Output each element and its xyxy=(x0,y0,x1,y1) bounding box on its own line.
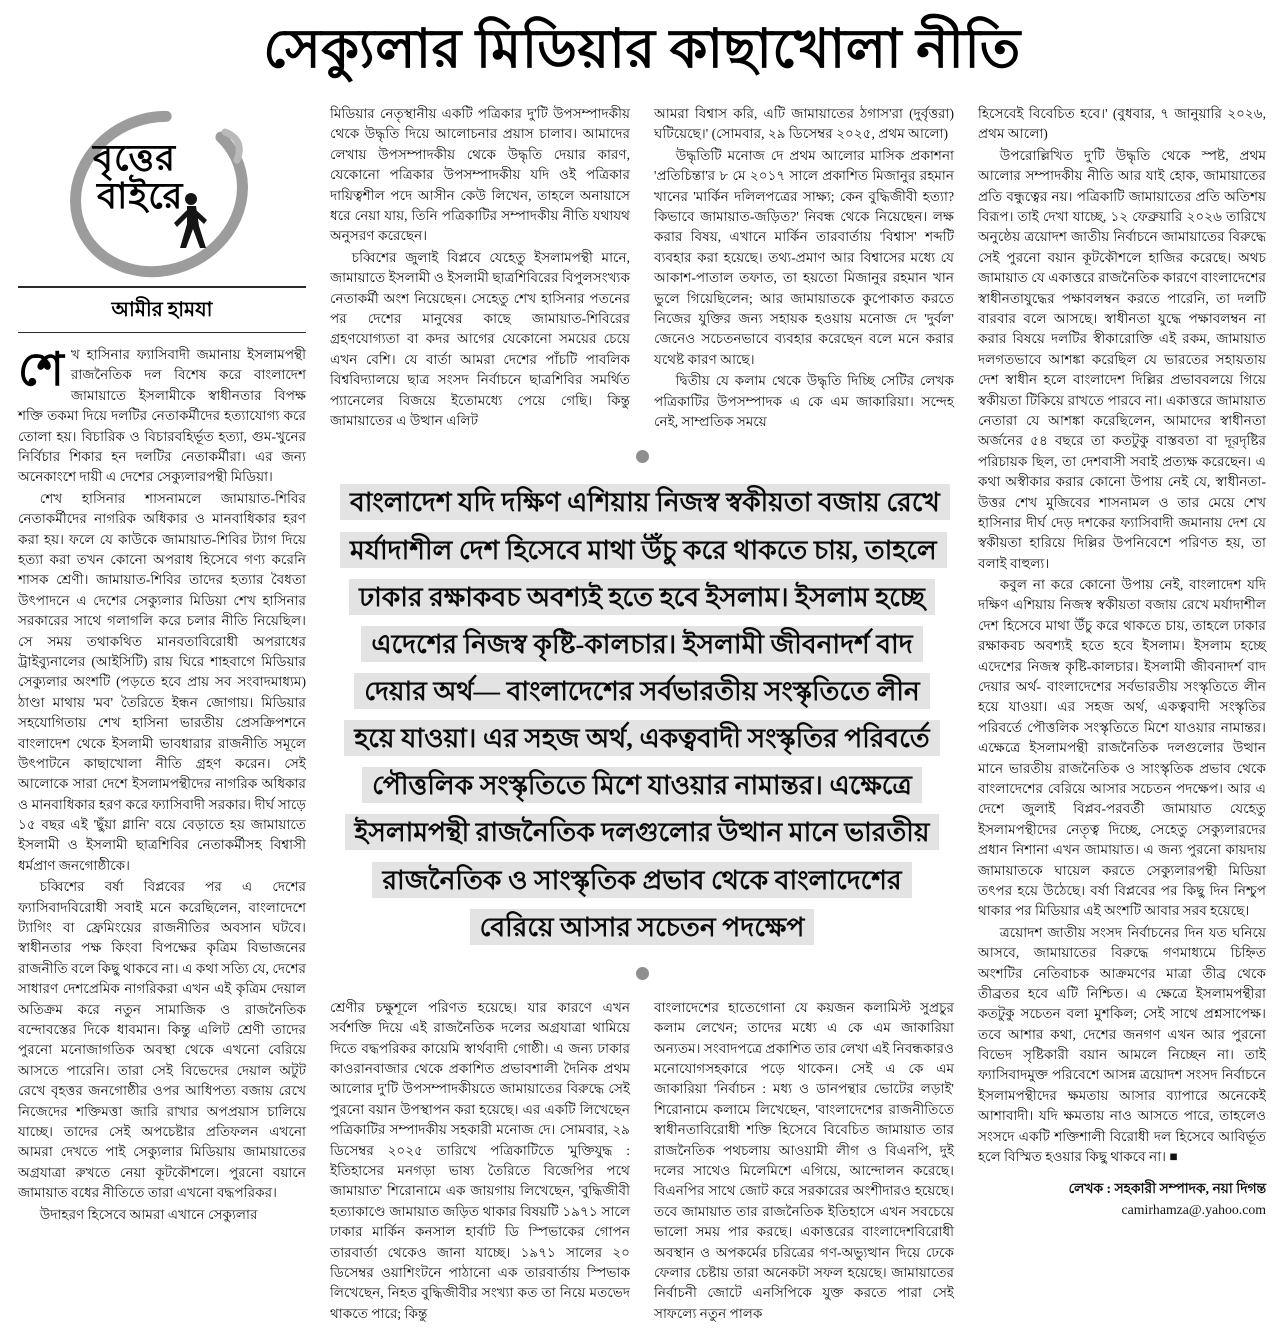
pull-quote xyxy=(334,475,950,955)
paragraph: চব্বিশের জুলাই বিপ্লবে যেহেতু ইসলামপন্থী মানে, জামায়াতে ইসলামী ও ইসলামী ছাত্রশিবিরের বিপুলসংখ্যক নেতাকর্মী অংশ নিয়েছেন। সেহেতু শেখ হাসিনার পতনের পর দেশের মানুষের কাছে জামায়াত-শিবিরের গ্রহণযোগ্যতা বা কদর আগের যেকোনো সময়ের চেয়ে এখন বেশি। যে বার্তা আমরা দেশের পাঁচটি পাবলিক বিশ্ববিদ্যালয়ে ছাত্র সংসদ নির্বাচনে ছাত্রশিবির সমর্থিত প্যানেলের বিজয়ে ইতোমধ্যে পেয়ে গেছি। কিন্তু জামায়াতের এ উত্থান এলিট xyxy=(330,249,630,428)
column-3-bottom xyxy=(654,998,954,1324)
paragraph: উদাহরণ হিসেবে আমরা এখানে সেক্যুলার xyxy=(39,1206,258,1222)
pull-quote-text: বাংলাদেশ যদি দক্ষিণ এশিয়ায় নিজস্ব স্বকীয়তা বজায় রেখে মর্যাদাশীল দেশ হিসেবে মাথা উঁচু করে থাকতে চায়, তাহলে ঢাকার রক্ষাকবচ অবশ্যই হতে হবে ইসলাম। ইসলাম হচ্ছে এদেশের নিজস্ব কৃষ্টি-কালচার। ইসলামী জীবনাদর্শ বাদ দেয়ার অর্থ— বাংলাদেশের সর্বভারতীয় সংস্কৃতিতে লীন হয়ে যাওয়া। এর সহজ অর্থ, একত্ববাদী সংস্কৃতির পরিবর্তে পৌত্তলিক সংস্কৃতিতে মিশে যাওয়ার নামান্তর। এক্ষেত্রে ইসলামপন্থী রাজনৈতিক দলগুলোর উত্থান মানে ভারতীয় রাজনৈতিক ও সাংস্কৃতিক প্রভাব থেকে বাংলাদেশের বেরিয়ে আসার সচেতন পদক্ষেপ xyxy=(340,484,950,944)
paragraph-text: খ হাসিনার ফ্যাসিবাদী জমানায় ইসলামপন্থী রাজনৈতিক দল বিশেষ করে বাংলাদেশ জামায়াতে ইসলামীকে স্বাধীনতার বিপক্ষ শক্তি তকমা দিয়ে দলটির নেতাকর্মীদের হত্যাযোগ্য করে তোলা হয়। বিচারিক ও বিচারবহির্ভূত হত্যা, গুম-খুনের নির্বিচার শিকার হন দলটির নেতাকর্মীরা। এর জন্য অনেকাংশে দায়ী এ দেশের সেক্যুলারপন্থী মিডিয়া। xyxy=(18,347,306,485)
paragraph: হিসেবেই বিবেচিত হবে।' (বুধবার, ৭ জানুয়ারি ২০২৬, প্রথম আলো) xyxy=(978,106,1266,142)
column-1 xyxy=(18,104,306,1225)
author-credit xyxy=(978,1179,1266,1220)
column-4 xyxy=(978,104,1266,1221)
column-2-top xyxy=(330,104,630,432)
column-3-top xyxy=(654,104,954,432)
logo-title-line1: বৃত্তের xyxy=(93,138,177,179)
article-body xyxy=(18,104,1266,1324)
author-email: camirhamza@.yahoo.com xyxy=(1121,1202,1266,1218)
paragraph: মিডিয়ার নেতৃস্থানীয় একটি পত্রিকার দু'টি উপসম্পাদকীয় থেকে উদ্ধৃতি দিয়ে আলোচনার প্রয়াস চালাব। আমাদের লেখায় উপসম্পাদকীয় থেকে উদ্ধৃতি দেয়ার কারণ, যেকোনো পত্রিকার উপসম্পাদকীয় যদি ওই পত্রিকার দায়িত্বশীল পদে আসীন কেউ লিখেন, তাহলে অনায়াসে ধরে নেয়া যায়, তিনি পত্রিকাটির সম্পাদকীয় নীতি যথাযথ অনুসরণ করেছেন। xyxy=(330,106,630,244)
drop-cap: শে xyxy=(18,344,64,396)
byline xyxy=(18,286,306,333)
paragraph xyxy=(18,345,306,488)
column-logo-title xyxy=(93,140,183,216)
paragraph: ত্রয়োদশ জাতীয় সংসদ নির্বাচনের দিন যত ঘনিয়ে আসবে, জামায়াতের বিরুদ্ধে গণমাধ্যমে চিহ্নিত অংশটির নেতিবাচক আক্রমণের মাত্রা তীব্র থেকে তীব্রতর হবে এটি নিশ্চিত। এ ক্ষেত্রে ইসলামপন্থীরা কতটুকু সচেতন বলা মুশকিল; সেই সাথে প্রশ্নসাপেক্ষ। তবে আশার কথা, দেশের জনগণ এখন আর পুরনো বিভেদ সৃষ্টিকারী বয়ান আমলে নিচ্ছেন না। তাই ফ্যাসিবাদমুক্ত পরিবেশে আসন্ন ত্রয়োদশ সংসদ নির্বাচনে ইসলামপন্থীদের ক্ষমতায় আসার ব্যাপারে অনেকেই আশাবাদী। যদি ক্ষমতায় নাও আসতে পারে, তাহলেও সংসদে একটি শক্তিশালী বিরোধী দল হিসেবে আবির্ভূত হলে বিস্মিত হওয়ার কিছু থাকবে না। ■ xyxy=(978,924,1266,1165)
middle-bottom-row xyxy=(330,998,954,1324)
paragraph: শ্রেণীর চক্ষুশূলে পরিণত হয়েছে। যার কারণে এখন সর্বশক্তি দিয়ে এই রাজনৈতিক দলের অগ্রযাত্রা থামিয়ে দিতে বদ্ধপরিকর কায়েমি স্বার্থবাদী গোষ্ঠী। এ জন্য ঢাকার কাওরানবাজার থেকে প্রকাশিত প্রভাবশালী দৈনিক প্রথম আলোর দু'টি উপসম্পাদকীয়তে জামায়াতের বিরুদ্ধে সেই পুরনো বয়ান উপস্থাপন করা হয়েছে। এর একটি লিখেছেন পত্রিকাটির সম্পাদকীয় সহকারী মনোজ দে। সোমবার, ২৯ ডিসেম্বর ২০২৫ তারিখে পত্রিকাটিতে 'মুক্তিযুদ্ধ : ইতিহাসের মনগড়া ভাষ্য তৈরিতে বিজেপির পথে জামায়াত' শিরোনামে এক জায়গায় লিখেছেন, 'বুদ্ধিজীবী হত্যাকাণ্ডে জামায়াত জড়িত থাকার বিষয়টি ১৯৭১ সালে ঢাকার মার্কিন কনসাল হার্বাট ডি স্পিভাকের গোপন তারবার্তা থেকেও জানা যাচ্ছে। ১৯৭১ সালের ২০ ডিসেম্বর ওয়াশিংটনে পাঠানো এক তারবার্তায় স্পিভাক লিখেছেন, নিহত বুদ্ধিজীবীর সংখ্যা কত তা নিয়ে মতভেদ থাকতে পারে; কিন্তু xyxy=(330,999,630,1321)
paragraph: আমরা বিশ্বাস করি, এটি জামায়াতের ঠগাস'রা (দুর্বৃত্তরা) ঘটিয়েছে।' (সোমবার, ২৯ ডিসেম্বর ২০২৫, প্রথম আলো) xyxy=(654,106,954,142)
paragraph: উপরোল্লিখিত দু'টি উদ্ধৃতি থেকে স্পষ্ট, প্রথম আলোর সম্পাদকীয় নীতি আর যাই হোক, জামায়াতের প্রতি বন্ধুত্বের নয়। পত্রিকাটি জামায়াতের প্রতি অতিশয় বিরূপ। তাই দেখা যাচ্ছে, ১২ ফেব্রুয়ারি ২০২৬ তারিখে অনুষ্ঠেয় ত্রয়োদশ জাতীয় নির্বাচনে জামায়াতের বিরুদ্ধে সেই পুরনো বয়ান কূটকৌশলে হাজির করেছে। অথচ জামায়াত যে একাত্তরে রাজনৈতিক কারণে বাংলাদেশের স্বাধীনতাযুদ্ধের পক্ষাবলম্বন করতে পারেনি, তা দলটি বারবার বলে আসছে। স্বাধীনতা যুদ্ধে পক্ষাবলম্বন না করার বিষয়ে দলটির স্বীকারোক্তি এই রকম, জামায়াত দলগতভাবে আশঙ্কা করেছিল যে ভারতের সহায়তায় দেশ স্বাধীন হলে বাংলাদেশ দিল্লির প্রভাববলয়ে গিয়ে স্বকীয়তা টিকিয়ে রাখতে পারবে না। একাত্তরে জামায়াত নেতারা যে আশঙ্কা করেছিলেন, আমাদের স্বাধীনতা অর্জনের ৫৪ বছরে তা কতটুকু বাস্তবতা বা দূরদৃষ্টির পরিচায়ক ছিল, তা দেশবাসী সবাই প্রত্যক্ষ করেছেন। এ কথা অস্বীকার করার কোনো উপায় নেই যে, স্বাধীনতা-উত্তর শেখ মুজিবের শাসনামল ও তার মেয়ে শেখ হাসিনার দীর্ঘ দেড় দশকের ফ্যাসিবাদী জমানায় দেশ যে স্বকীয়তা হারিয়ে দিল্লির উপনিবেশে পরিণত হয়, তা বলাই বাহুল্য। xyxy=(978,147,1266,571)
middle-columns xyxy=(330,104,954,1324)
column-logo xyxy=(57,106,267,278)
paragraph: দ্বিতীয় যে কলাম থেকে উদ্ধৃতি দিচ্ছি সেটির লেখক পত্রিকাটির উপসম্পাদক এ কে এম জাকারিয়া। সন্দেহ নেই, সাম্প্রতিক সময়ে xyxy=(654,373,954,429)
paragraph: চব্বিশের বর্ষা বিপ্লবের পর এ দেশের ফ্যাসিবাদবিরোধী সবাই মনে করেছিলেন, বাংলাদেশে ট্যাগিং বা ফ্রেমিংয়ের রাজনীতির অবসান ঘটবে। স্বাধীনতার পক্ষ কিংবা বিপক্ষের কৃত্রিম বিভাজনের রাজনীতি বলে কিছু থাকবে না। এ কথা সত্যি যে, দেশের সাধারণ দেশপ্রেমিক নাগরিকরা এখন এই কৃত্রিম দেয়াল অতিক্রম করে নতুন সামাজিক ও রাজনৈতিক বন্দোবস্তের দিকে ধাবমান। কিন্তু এলিট শ্রেণী তাদের পুরনো মনোজাগতিক অবস্থা থেকে এখনো বেরিয়ে আসতে পারেনি। তারা সেই বিভেদের দেয়াল অটুট রেখে বৃহত্তর জনগোষ্ঠীর ওপর আধিপত্য বজায় রেখে নিজেদের শক্তিমত্তা জারি রাখার অপপ্রয়াস চালিয়ে যাচ্ছে। তাদের সেই অপচেষ্টার প্রতিফলন এখনো আমরা দেখতে পাই সেক্যুলার মিডিয়ায় জামায়াতের অগ্রযাত্রা রুখতে নেয়া কূটকৌশলে। পুরনো বয়ানে জামায়াত বধের নীতিতে তারা এখনো বদ্ধপরিকর। xyxy=(18,879,306,1201)
divider-dot-top xyxy=(636,450,649,463)
column-2-bottom xyxy=(330,998,630,1324)
author-credit-line: লেখক : সহকারী সম্পাদক, নয়া দিগন্ত xyxy=(1068,1181,1266,1197)
logo-title-line2: বাইরে xyxy=(97,175,184,216)
paragraph: বাংলাদেশের হাতেগোনা যে কয়জন কলামিস্ট সুপ্রচুর কলাম লেখেন; তাদের মধ্যে এ কে এম জাকারিয়া অন্যতম। সংবাদপত্রে প্রকাশিত তার লেখা এই নিবন্ধকারও মনোযোগসহকারে পড়ে থাকেন। সেই এ কে এম জাকারিয়া 'নির্বাচন : মধ্য ও ডানপন্থার ভোটের লড়াই' শিরোনামে কলামে লিখেছেন, 'বাংলাদেশের রাজনীতিতে স্বাধীনতাবিরোধী শক্তি হিসেবে বিবেচিত জামায়াত তার রাজনৈতিক পথচলায় আওয়ামী লীগ ও বিএনপি, দুই দলের সাথেও মিলেমিশে এগিয়ে, আন্দোলন করেছে। বিএনপির সাথে জোট করে সরকারের অংশীদারও হয়েছে। তবে জামায়াত তার রাজনৈতিক ইতিহাসে এখন সবচেয়ে ভালো সময় পার করছে। একাত্তরের বাংলাদেশবিরোধী অবস্থান ও অপকর্মের চরিত্রের গণ-অভ্যুত্থান দিয়ে ঢেকে ফেলার চেষ্টায় তারা অনেকটা সফল হয়েছে। জামায়াতের নির্বাচনী জোটে এনসিপিকে যুক্ত করতে পারা সেই সাফল্যে নতুন পালক xyxy=(654,999,954,1321)
divider-dot-bottom xyxy=(636,967,649,980)
paragraph: কবুল না করে কোনো উপায় নেই, বাংলাদেশ যদি দক্ষিণ এশিয়ায় নিজস্ব স্বকীয়তা বজায় রেখে মর্যাদাশীল দেশ হিসেবে মাথা উঁচু করে থাকতে চায়, তাহলে ঢাকার রক্ষাকবচ অবশ্যই হতে হবে ইসলাম। ইসলাম হচ্ছে এদেশের নিজস্ব কৃষ্টি-কালচার। ইসলামী জীবনাদর্শ বাদ দেয়ার অর্থ- বাংলাদেশের সর্বভারতীয় সংস্কৃতিতে লীন হয়ে যাওয়া। এর সহজ অর্থ, একত্ববাদী সংস্কৃতির পরিবর্তে পৌত্তলিক সংস্কৃতিতে মিশে যাওয়ার নামান্তর। এক্ষেত্রে ইসলামপন্থী রাজনৈতিক দলগুলোর উত্থান মানে ভারতীয় রাজনৈতিক ও সাংস্কৃতিক প্রভাব থেকে বাংলাদেশের বেরিয়ে আসার সচেতন পদক্ষেপ। আর এ দেশে জুলাই বিপ্লব-পরবর্তী জামায়াত যেহেতু ইসলামপন্থীদের নেতৃত্ব দিচ্ছে, সেহেতু সেক্যুলারদের প্রধান নিশানা এখন জামায়াত। এ জন্য পুরনো কায়দায় জামায়াতকে ঘায়েল করতে সেক্যুলারপন্থী মিডিয়া তৎপর হয়ে উঠেছে। বর্ষা বিপ্লবের পর কিছু দিন নিশ্চুপ থাকার পর মিডিয়ার এই অংশটি আবার সরব হয়েছে। xyxy=(978,577,1266,919)
middle-top-row xyxy=(330,104,954,432)
paragraph: উদ্ধৃতিটি মনোজ দে প্রথম আলোর মাসিক প্রকাশনা 'প্রতিচিন্তা'র ৮ মে ২০১৭ সালে প্রকাশিত মিজানুর রহমান খানের 'মার্কিন দলিলপত্রের সাক্ষ্য; কেন বুদ্ধিজীবী হত্যা? কিভাবে জামায়াত-জড়িত?' নিবন্ধ থেকে নিয়েছেন। লক্ষ করার বিষয়, এখানে মার্কিন তারবার্তায় 'বিশ্বাস' শব্দটি ব্যবহার করা হয়েছে। তথ্য-প্রমাণ আর বিশ্বাসের মধ্যে যে আকাশ-পাতাল তফাত, তা হয়তো মিজানুর রহমান খান ভুলে গিয়েছিলেন; আর জামায়াতকে কুপোকাত করতে নিজের যুক্তির জন্য সহায়ক হওয়ায় মনোজ দে 'দুর্বল' জেনেও সচেতনভাবে ব্যবহার করেছেন বলে মনে করার যথেষ্ট কারণ আছে। xyxy=(654,147,954,367)
author-name: আমীর হামযা xyxy=(111,299,213,322)
pull-quote-block xyxy=(334,438,950,992)
article-headline: সেক্যুলার মিডিয়ার কাছাখোলা নীতি xyxy=(263,19,1021,79)
paragraph: শেখ হাসিনার শাসনামলে জামায়াত-শিবির নেতাকর্মীদের নাগরিক অধিকার ও মানবাধিকার হরণ করা হয়। ফলে যে কাউকে জামায়াত-শিবির ট্যাগ দিয়ে হত্যা করা তখন কোনো অপরাধ হিসেবে গণ্য করেনি শাসক শ্রেণী। জামায়াত-শিবির তাদের হত্যার বৈধতা উৎপাদনে এ দেশের সেক্যুলার মিডিয়া শেখ হাসিনার সরকারের সাথে গলাগলি করে চলার নীতি নিয়েছিল। সে সময় তথাকথিত মানবতাবিরোধী অপরাধের ট্রাইব্যুনালের (আইসিটি) রায় ঘিরে শাহবাগে মিডিয়ার সেক্যুলার অংশটি (পড়তে হবে প্রায় সব সংবাদমাধ্যম) ঠাণ্ডা মাথায় 'মব' তৈরিতে ইন্ধন জোগায়। মিডিয়ার সহযোগিতায় শেখ হাসিনা ভারতীয় প্রেসক্রিপশনে বাংলাদেশ থেকে ইসলামী ভাবধারার রাজনীতি সমূলে উৎপাটনে কাছাখোলা নীতি গ্রহণ করেন। সেই আলোকে সারা দেশে ইসলামপন্থীদের নাগরিক অধিকার ও মানবাধিকার হরণ করে ফ্যাসিবাদী সরকার। দীর্ঘ সাড়ে ১৫ বছর এই 'ছুঁয়া গ্লানি' বয়ে বেড়াতে হয় জামায়াতে ইসলামী ও ইসলামী ছাত্রশিবির নেতাকর্মীসহ বিশ্বাসী ধর্মপ্রাণ জনগোষ্ঠীকে। xyxy=(18,490,306,873)
